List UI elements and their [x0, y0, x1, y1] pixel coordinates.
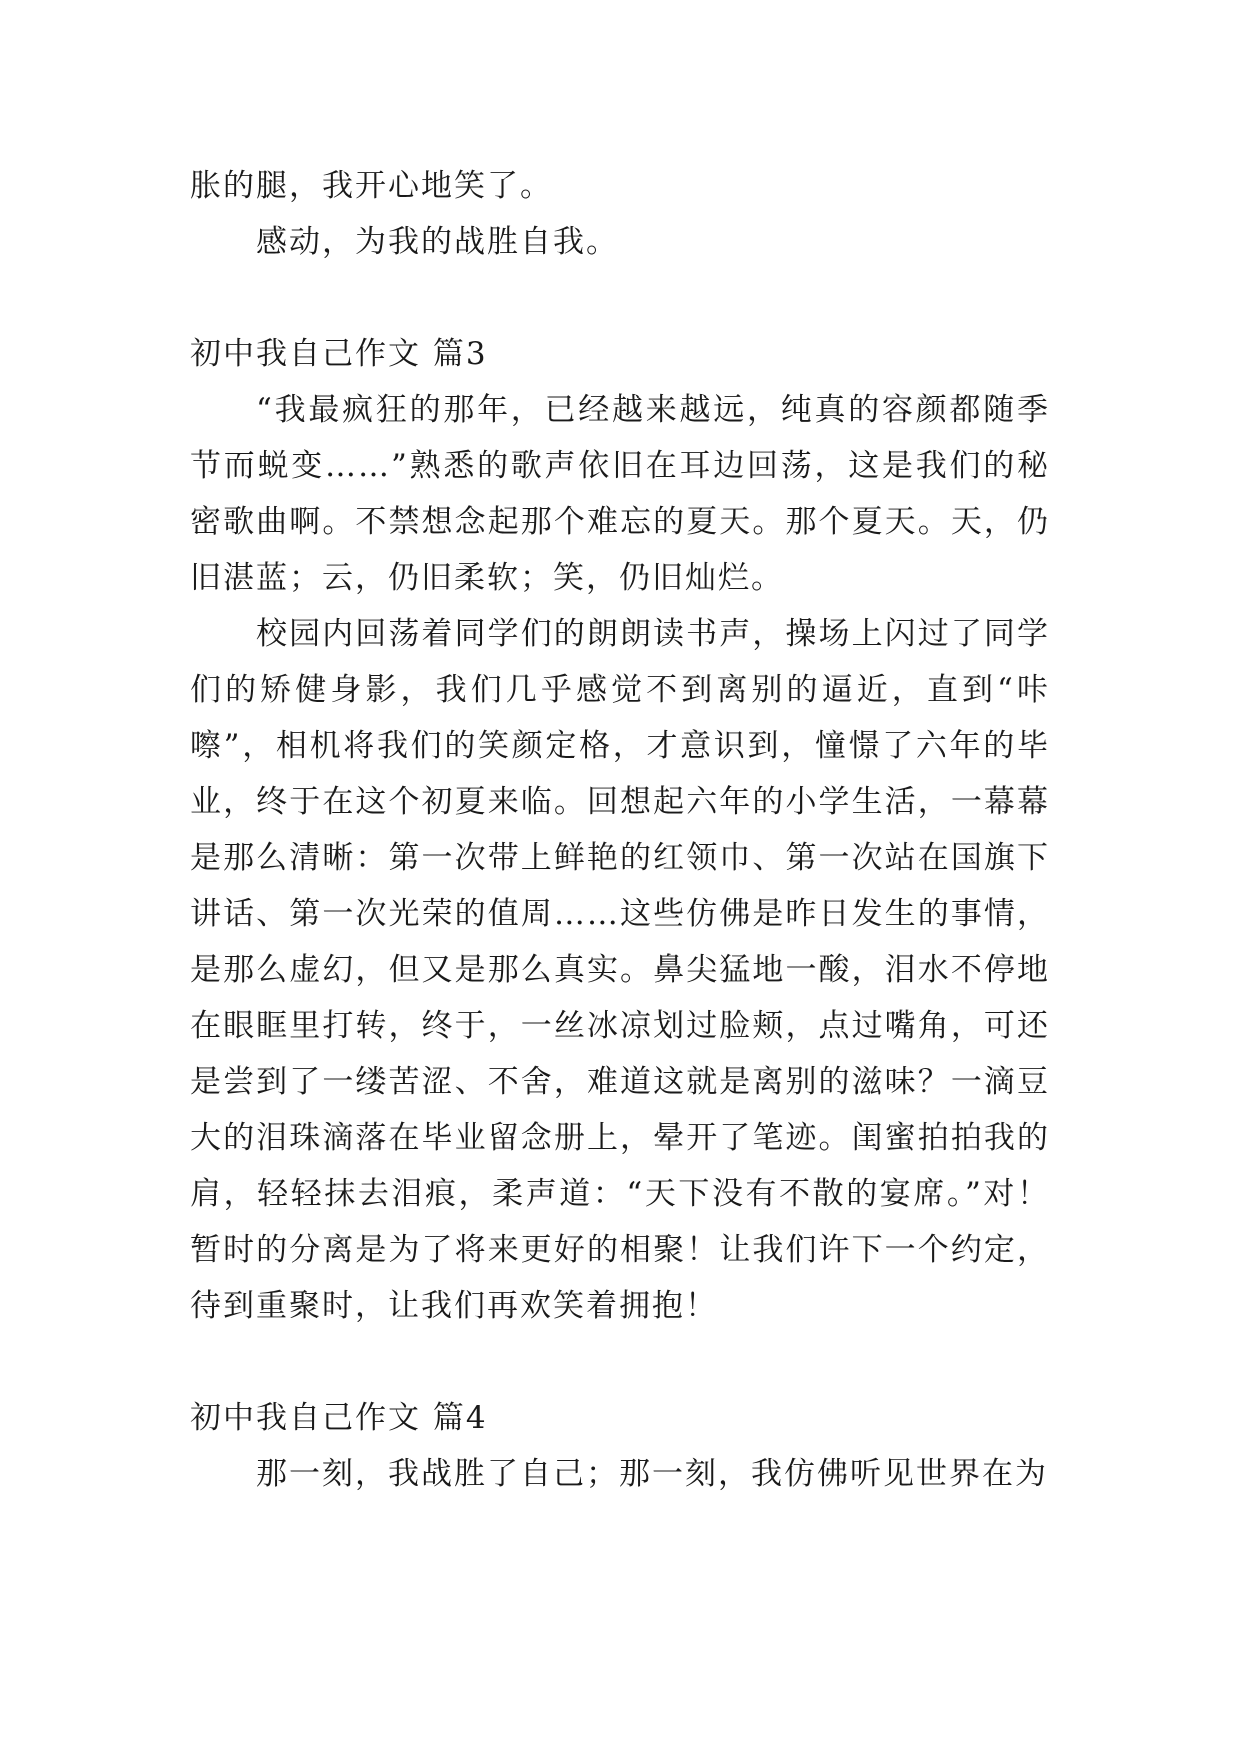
paragraph-moment: 那一刻，我战胜了自己；那一刻，我仿佛听见世界在为 — [256, 1456, 1048, 1492]
section-heading-3: 初中我自己作文 篇3 — [190, 336, 488, 372]
paragraph-continued: 胀的腿，我开心地笑了。 — [190, 168, 553, 204]
section-spacer — [190, 270, 1050, 326]
section-heading-4: 初中我自己作文 篇4 — [190, 1400, 488, 1436]
paragraph-graduation: 校园内回荡着同学们的朗朗读书声，操场上闪过了同学们的矫健身影，我们几乎感觉不到离别的逼近，直到“咔嚓”，相机将我们的笑颜定格，才意识到，憧憬了六年的毕业，终于在这个初夏来临。回想起六年的小学生活，一幕幕是那么清晰：第一次带上鲜艳的红领巾、第一次站在国旗下讲话、第一次光荣的值周……这些仿佛是昨日发生的事情，是那么虚幻，但又是那么真实。鼻尖猛地一酸，泪水不停地在眼眶里打转，终于，一丝冰凉划过脸颊，点过嘴角，可还是尝到了一缕苦涩、不舍，难道这就是离别的滋味？一滴豆大的泪珠滴落在毕业留念册上，晕开了笔迹。闺蜜拍拍我的肩，轻轻抹去泪痕，柔声道：“天下没有不散的宴席。”对！暂时的分离是为了将来更好的相聚！让我们许下一个约定，待到重聚时，让我们再欢笑着拥抱！ — [190, 616, 1050, 1324]
paragraph-song-memory: “我最疯狂的那年，已经越来越远，纯真的容颜都随季节而蜕变……”熟悉的歌声依旧在耳边回荡，这是我们的秘密歌曲啊。不禁想念起那个难忘的夏天。那个夏天。天，仍旧湛蓝；云，仍旧柔软；笑，仍旧灿烂。 — [190, 392, 1050, 596]
document-body — [190, 158, 1050, 1502]
section-spacer — [190, 1334, 1050, 1390]
paragraph-conclusion: 感动，为我的战胜自我。 — [256, 224, 619, 260]
